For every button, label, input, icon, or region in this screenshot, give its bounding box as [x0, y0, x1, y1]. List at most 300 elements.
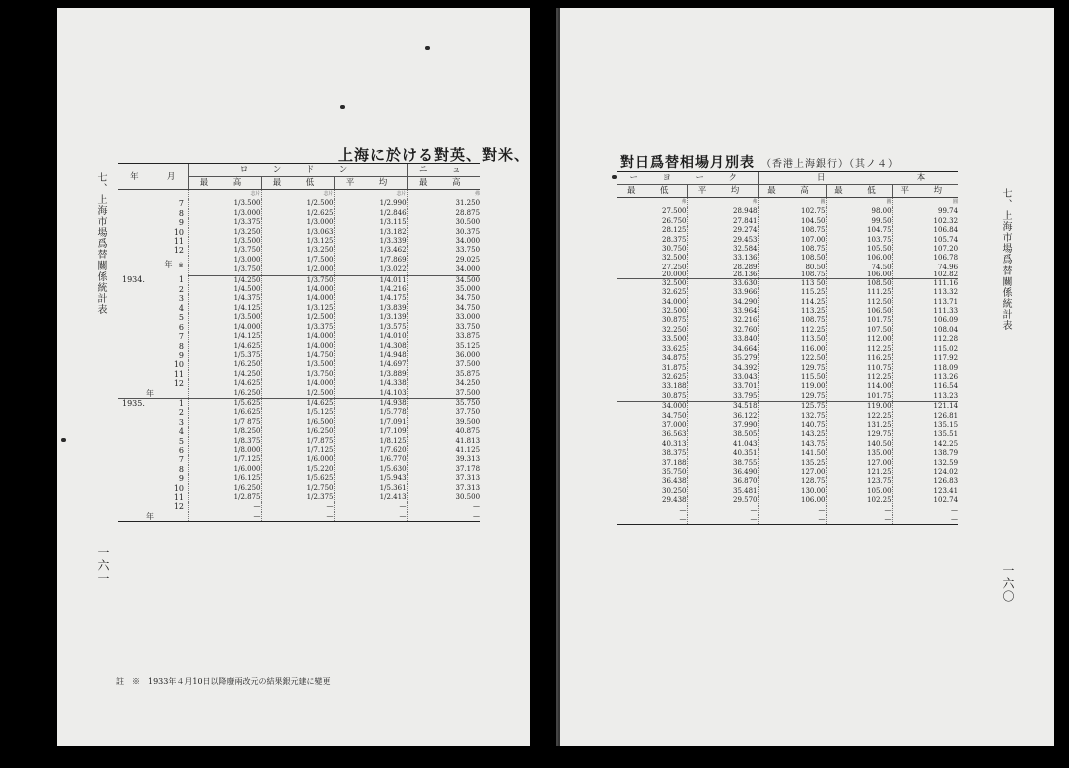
- value-cell: 105.74: [892, 236, 958, 245]
- year-month-cell: [118, 342, 188, 351]
- value-cell: 106.84: [892, 226, 958, 235]
- value-cell: 41.813: [407, 437, 480, 446]
- value-cell: 1/5.625: [261, 474, 334, 483]
- page-title-right: [620, 152, 899, 172]
- value-cell: 35.750: [662, 467, 687, 476]
- value-cell: 143.25: [758, 430, 826, 439]
- table-row: [118, 360, 480, 369]
- annual-value-cell: 29.025: [407, 256, 480, 265]
- value-cell: 104.75: [826, 226, 892, 235]
- value-cell: 29.274: [687, 226, 758, 235]
- page-number-left: 一六一: [96, 546, 110, 585]
- table-row: [118, 190, 480, 200]
- value-cell: 1/3.500: [188, 199, 261, 208]
- value-cell: 106.09: [892, 316, 958, 325]
- value-cell: 34.000: [407, 237, 480, 246]
- sub-header: 最 低: [826, 185, 892, 198]
- value-cell: 28.375: [662, 235, 687, 244]
- value-cell: 1/3.339: [334, 237, 407, 246]
- unit-label: 圓: [826, 198, 892, 208]
- value-cell: 1/3.750: [261, 370, 334, 379]
- table-row: [617, 271, 958, 279]
- value-cell: 32.625: [662, 288, 687, 297]
- value-cell: 121.25: [826, 468, 892, 477]
- value-cell: 1/3.250: [261, 246, 334, 255]
- table-row: [617, 421, 958, 430]
- table-row: [118, 285, 480, 294]
- value-cell: 1/3.375: [188, 218, 261, 227]
- value-cell: 1/7 875: [188, 418, 261, 427]
- value-cell: 1/4.125: [188, 332, 261, 341]
- value-cell: 1/7.125: [188, 455, 261, 464]
- value-cell: 102.25: [826, 496, 892, 505]
- exchange-table-left: [118, 163, 480, 522]
- month-label: 2: [178, 285, 184, 295]
- value-cell: 37.313: [407, 474, 480, 483]
- value-cell: 1/3.750: [188, 246, 261, 255]
- year-month-cell: [118, 323, 188, 332]
- value-cell: 1/3.125: [261, 237, 334, 246]
- value-cell: 130.00: [758, 487, 826, 496]
- value-cell: 99.74: [892, 207, 958, 216]
- value-cell: 1/7.109: [334, 427, 407, 436]
- value-cell: 143.75: [758, 440, 826, 449]
- value-cell: 32.250: [662, 325, 687, 334]
- value-cell: 30.500: [407, 218, 480, 227]
- sub-header: 最 高: [407, 177, 480, 190]
- value-cell: 1/4.948: [334, 351, 407, 360]
- table-row: [118, 313, 480, 322]
- value-cell: 34.750: [662, 411, 687, 420]
- value-cell: 107.20: [892, 245, 958, 254]
- value-cell: 118.09: [892, 364, 958, 373]
- table-row: [617, 326, 958, 335]
- month-label: 11: [173, 369, 184, 379]
- value-cell: 32.625: [662, 372, 687, 381]
- title-main: 對日爲替相場月別表: [620, 155, 755, 171]
- value-cell: 1/4.216: [334, 285, 407, 294]
- month-label: 3: [178, 417, 184, 427]
- annual-value-cell: 1/2.500: [261, 389, 334, 399]
- value-cell: 1/3.889: [334, 370, 407, 379]
- value-cell: 40.875: [407, 427, 480, 436]
- speck: [61, 438, 66, 442]
- table-row: [617, 506, 958, 515]
- year-month-cell: [118, 418, 188, 427]
- value-cell: 119.00: [826, 402, 892, 412]
- value-cell: 41.125: [407, 446, 480, 455]
- value-cell: 1/3.182: [334, 228, 407, 237]
- value-cell: 113.50: [758, 335, 826, 344]
- annual-value-cell: 37.500: [407, 389, 480, 399]
- value-cell: 102.32: [892, 217, 958, 226]
- table-row: [617, 496, 958, 505]
- table-row: [118, 493, 480, 502]
- value-cell: 106.78: [892, 254, 958, 263]
- value-cell: 36.870: [687, 477, 758, 486]
- table-row: [617, 412, 958, 421]
- value-cell: 33.964: [687, 307, 758, 316]
- value-cell: 33.966: [687, 288, 758, 297]
- value-cell: 112.25: [758, 326, 826, 335]
- year-month-cell: [118, 379, 188, 388]
- value-cell: 32.584: [687, 245, 758, 254]
- month-label: 12: [173, 502, 184, 512]
- annual-value-cell: —: [407, 512, 480, 522]
- year-month-cell: [118, 285, 188, 294]
- sub-header: 平 均: [687, 185, 758, 198]
- value-cell: 33.043: [687, 373, 758, 382]
- year-month-cell: [118, 218, 188, 227]
- value-cell: 111.33: [892, 307, 958, 316]
- table-row: [617, 402, 958, 412]
- value-cell: 126.83: [892, 477, 958, 486]
- table-row: [617, 440, 958, 449]
- table-row: [617, 245, 958, 254]
- value-cell: 33.000: [407, 313, 480, 322]
- value-cell: 106.50: [826, 307, 892, 316]
- value-cell: 35.750: [407, 398, 480, 408]
- table-row: [118, 342, 480, 351]
- annual-value-cell: 1/4.103: [334, 389, 407, 399]
- month-label: 8: [178, 208, 184, 218]
- unit-label: 弗: [687, 198, 758, 208]
- table-row: [617, 468, 958, 477]
- value-cell: 35.279: [687, 354, 758, 363]
- annual-value-cell: 1/3.000: [188, 256, 261, 265]
- value-cell: 1/4.500: [188, 285, 261, 294]
- month-label: 4: [178, 303, 184, 313]
- year-month-cell: [118, 502, 188, 511]
- table-row: [118, 256, 480, 265]
- value-cell: 26.750: [662, 216, 687, 225]
- value-cell: 126.81: [892, 412, 958, 421]
- value-cell: 1/3.375: [261, 323, 334, 332]
- year-month-header: [118, 164, 188, 190]
- speck: [340, 105, 345, 109]
- value-cell: 1/6.770: [334, 455, 407, 464]
- annual-value-cell: —: [892, 515, 958, 525]
- value-cell: 30.375: [407, 228, 480, 237]
- value-cell: 135.15: [892, 421, 958, 430]
- value-cell: 112.25: [826, 345, 892, 354]
- year-month-cell: [118, 304, 188, 313]
- value-cell: 1/3.500: [188, 237, 261, 246]
- value-cell: 113.32: [892, 288, 958, 297]
- year-month-cell: [118, 209, 188, 218]
- value-cell: 39.313: [407, 455, 480, 464]
- value-cell: 106.00: [758, 496, 826, 505]
- annual-value-cell: 27.250: [662, 263, 687, 271]
- value-cell: 34.500: [407, 275, 480, 285]
- sub-header: 最 高: [188, 177, 261, 190]
- value-cell: 36.438: [662, 477, 687, 486]
- month-label: 8: [178, 341, 184, 351]
- value-cell: 1/4.175: [334, 294, 407, 303]
- month-label: 4: [178, 427, 184, 437]
- value-cell: 1/6.625: [188, 408, 261, 417]
- value-cell: 35.481: [687, 487, 758, 496]
- table-row: [118, 332, 480, 341]
- value-cell: 112.25: [826, 373, 892, 382]
- value-cell: 27.500: [662, 207, 687, 216]
- value-cell: 1/4.375: [188, 294, 261, 303]
- value-cell: 1/2.846: [334, 209, 407, 218]
- value-cell: 30.875: [662, 316, 687, 325]
- value-cell: 1/8.125: [334, 437, 407, 446]
- sub-header: 最 低: [617, 185, 687, 198]
- unit-label: 志片: [334, 190, 407, 200]
- value-cell: 110.75: [826, 364, 892, 373]
- value-cell: 116.00: [758, 345, 826, 354]
- value-cell: 111.25: [826, 288, 892, 297]
- value-cell: 36.122: [687, 412, 758, 421]
- value-cell: 135.51: [892, 430, 958, 439]
- value-cell: 1/6.000: [188, 465, 261, 474]
- value-cell: 125.75: [758, 402, 826, 412]
- group-header-japan-b: 本: [892, 172, 958, 185]
- value-cell: 103.75: [826, 236, 892, 245]
- value-cell: 37.178: [407, 465, 480, 474]
- value-cell: 106.00: [826, 254, 892, 263]
- value-cell: 1/3.000: [261, 218, 334, 227]
- value-cell: 1/2.500: [261, 199, 334, 208]
- table-row: [617, 354, 958, 363]
- table-row: [118, 398, 480, 408]
- table-row: [617, 364, 958, 373]
- value-cell: 27.841: [687, 217, 758, 226]
- value-cell: 1/3.063: [261, 228, 334, 237]
- value-cell: 1/3.125: [261, 304, 334, 313]
- value-cell: 112.00: [826, 335, 892, 344]
- value-cell: 102.75: [758, 207, 826, 216]
- table-row: [617, 264, 958, 271]
- value-cell: 33.750: [407, 323, 480, 332]
- table-row: [118, 502, 480, 511]
- month-label: 2: [178, 408, 184, 418]
- value-cell: —: [334, 502, 407, 511]
- value-cell: 34.000: [662, 297, 687, 306]
- value-cell: 36.490: [687, 468, 758, 477]
- value-cell: 107.50: [826, 326, 892, 335]
- value-cell: 113.26: [892, 373, 958, 382]
- year-month-cell: [118, 246, 188, 255]
- year-month-cell: [118, 474, 188, 483]
- value-cell: 1/3.500: [261, 360, 334, 369]
- table-row: [617, 449, 958, 458]
- title-sub: （香港上海銀行）（其ノ４）: [761, 159, 899, 170]
- month-label: 10: [173, 483, 184, 493]
- value-cell: 34.875: [662, 354, 687, 363]
- value-cell: 1/3.750: [261, 275, 334, 285]
- annual-value-cell: 106.00: [826, 271, 892, 279]
- year-month-cell: [118, 484, 188, 493]
- annual-value-cell: 1/6.250: [188, 389, 261, 399]
- value-cell: 113 50: [758, 278, 826, 288]
- value-cell: 114.25: [758, 298, 826, 307]
- table-row: [617, 207, 958, 216]
- year-month-cell: [118, 332, 188, 341]
- value-cell: 1/5.625: [188, 398, 261, 408]
- annual-value-cell: —: [334, 512, 407, 522]
- table-row: [617, 382, 958, 391]
- value-cell: 1/4.011: [334, 275, 407, 285]
- value-cell: —: [407, 502, 480, 511]
- value-cell: 141.50: [758, 449, 826, 458]
- table-row: [118, 304, 480, 313]
- sub-header: 最 高: [758, 185, 826, 198]
- year-month-cell: [118, 275, 188, 285]
- unit-label: 志片: [188, 190, 261, 200]
- value-cell: 34.518: [687, 402, 758, 412]
- value-cell: —: [687, 506, 758, 515]
- value-cell: 28.125: [662, 226, 687, 235]
- table-row: [118, 465, 480, 474]
- value-cell: 32.500: [662, 307, 687, 316]
- unit-label: 弗: [681, 199, 687, 205]
- value-cell: 1/3.500: [188, 313, 261, 322]
- table-row: [617, 307, 958, 316]
- value-cell: 1/7.875: [261, 437, 334, 446]
- annual-value-cell: 30.875: [617, 392, 687, 402]
- month-label: 5: [178, 436, 184, 446]
- value-cell: 1/8.375: [188, 437, 261, 446]
- value-cell: 1/6.500: [261, 418, 334, 427]
- value-cell: 33.630: [687, 278, 758, 288]
- value-cell: 33.500: [662, 335, 687, 344]
- value-cell: 1/4.000: [188, 323, 261, 332]
- value-cell: 37.313: [407, 484, 480, 493]
- value-cell: 1/5.630: [334, 465, 407, 474]
- value-cell: 140.75: [758, 421, 826, 430]
- value-cell: 31.875: [662, 363, 687, 372]
- value-cell: 1/4.938: [334, 398, 407, 408]
- table-row: [118, 418, 480, 427]
- year-month-cell: [118, 237, 188, 246]
- month-label: 10: [173, 360, 184, 370]
- value-cell: 33.840: [687, 335, 758, 344]
- table-row: [617, 316, 958, 325]
- value-cell: 1/4.000: [261, 332, 334, 341]
- sub-header: 最 低: [261, 177, 334, 190]
- month-label: 12: [173, 246, 184, 256]
- value-cell: 122.25: [826, 412, 892, 421]
- value-cell: 1/6.250: [188, 484, 261, 493]
- exchange-table-right: [617, 171, 958, 525]
- value-cell: 34.750: [407, 294, 480, 303]
- table-row: [118, 275, 480, 285]
- value-cell: —: [758, 506, 826, 515]
- value-cell: 1/4.625: [261, 398, 334, 408]
- value-cell: 28.875: [407, 209, 480, 218]
- page-number-right: 一六〇: [1001, 564, 1015, 603]
- year-month-cell: [118, 360, 188, 369]
- table-row: [617, 335, 958, 344]
- table-row: [118, 294, 480, 303]
- value-cell: —: [188, 502, 261, 511]
- value-cell: 113.25: [758, 307, 826, 316]
- value-cell: 127.00: [758, 468, 826, 477]
- value-cell: 1/5.375: [188, 351, 261, 360]
- table-row: [118, 484, 480, 493]
- table-row: [118, 199, 480, 208]
- value-cell: 30.250: [662, 486, 687, 495]
- month-label: 9: [178, 350, 184, 360]
- value-cell: 108.50: [826, 278, 892, 288]
- annual-value-cell: 1/2.000: [261, 265, 334, 275]
- annual-value-cell: 1/7.869: [334, 256, 407, 265]
- value-cell: 34.392: [687, 364, 758, 373]
- group-header-japan-a: 日: [758, 172, 892, 185]
- value-cell: 37.990: [687, 421, 758, 430]
- table-row: [617, 278, 958, 288]
- sub-header: 平 均: [892, 185, 958, 198]
- value-cell: 1/2.990: [334, 199, 407, 208]
- value-cell: 119.00: [758, 382, 826, 391]
- value-cell: 40.351: [687, 449, 758, 458]
- value-cell: 101.75: [826, 316, 892, 325]
- table-row: [118, 446, 480, 455]
- value-cell: 112.50: [826, 298, 892, 307]
- value-cell: 112.28: [892, 335, 958, 344]
- table-row: [118, 323, 480, 332]
- table-row: [617, 298, 958, 307]
- month-label: 6: [178, 322, 184, 332]
- value-cell: —: [261, 502, 334, 511]
- value-cell: 104.50: [758, 217, 826, 226]
- table-row: [118, 379, 480, 388]
- value-cell: 1/4.000: [261, 342, 334, 351]
- year-month-cell: [118, 446, 188, 455]
- value-cell: 1/4.010: [334, 332, 407, 341]
- value-cell: 1/5.125: [261, 408, 334, 417]
- value-cell: 1/3.139: [334, 313, 407, 322]
- value-cell: 108.04: [892, 326, 958, 335]
- sub-header: 平 均: [334, 177, 407, 190]
- value-cell: 34.000: [662, 402, 687, 411]
- month-label: 7: [178, 199, 184, 209]
- year-month-cell: [118, 313, 188, 322]
- annual-value-cell: 101.75: [826, 392, 892, 402]
- table-row: [118, 370, 480, 379]
- page-title-left: 上海に於ける對英、對米、: [337, 146, 530, 164]
- value-cell: 1/3.462: [334, 246, 407, 255]
- annual-value-cell: —: [826, 515, 892, 525]
- annual-value-cell: 74.96: [892, 264, 958, 271]
- value-cell: 98.00: [826, 207, 892, 216]
- value-cell: —: [892, 506, 958, 515]
- value-cell: 1/5.778: [334, 408, 407, 417]
- table-row: [617, 345, 958, 354]
- value-cell: 132.59: [892, 459, 958, 468]
- value-cell: 1/3.575: [334, 323, 407, 332]
- value-cell: 1/4.697: [334, 360, 407, 369]
- table-row: [617, 217, 958, 226]
- year-month-cell: [118, 199, 188, 208]
- value-cell: 33.701: [687, 382, 758, 391]
- table-row: [118, 237, 480, 246]
- annual-value-cell: 34.000: [407, 265, 480, 275]
- annual-value-cell: 1/7.500: [261, 256, 334, 265]
- value-cell: 38.755: [687, 459, 758, 468]
- value-cell: 99.50: [826, 217, 892, 226]
- value-cell: 117.92: [892, 354, 958, 363]
- month-label: 5: [178, 313, 184, 323]
- year-month-cell: [118, 370, 188, 379]
- side-title-right: 七、上海市場爲替關係統計表: [1000, 188, 1011, 331]
- annual-value-cell: 108.75: [758, 271, 826, 279]
- value-cell: 131.25: [826, 421, 892, 430]
